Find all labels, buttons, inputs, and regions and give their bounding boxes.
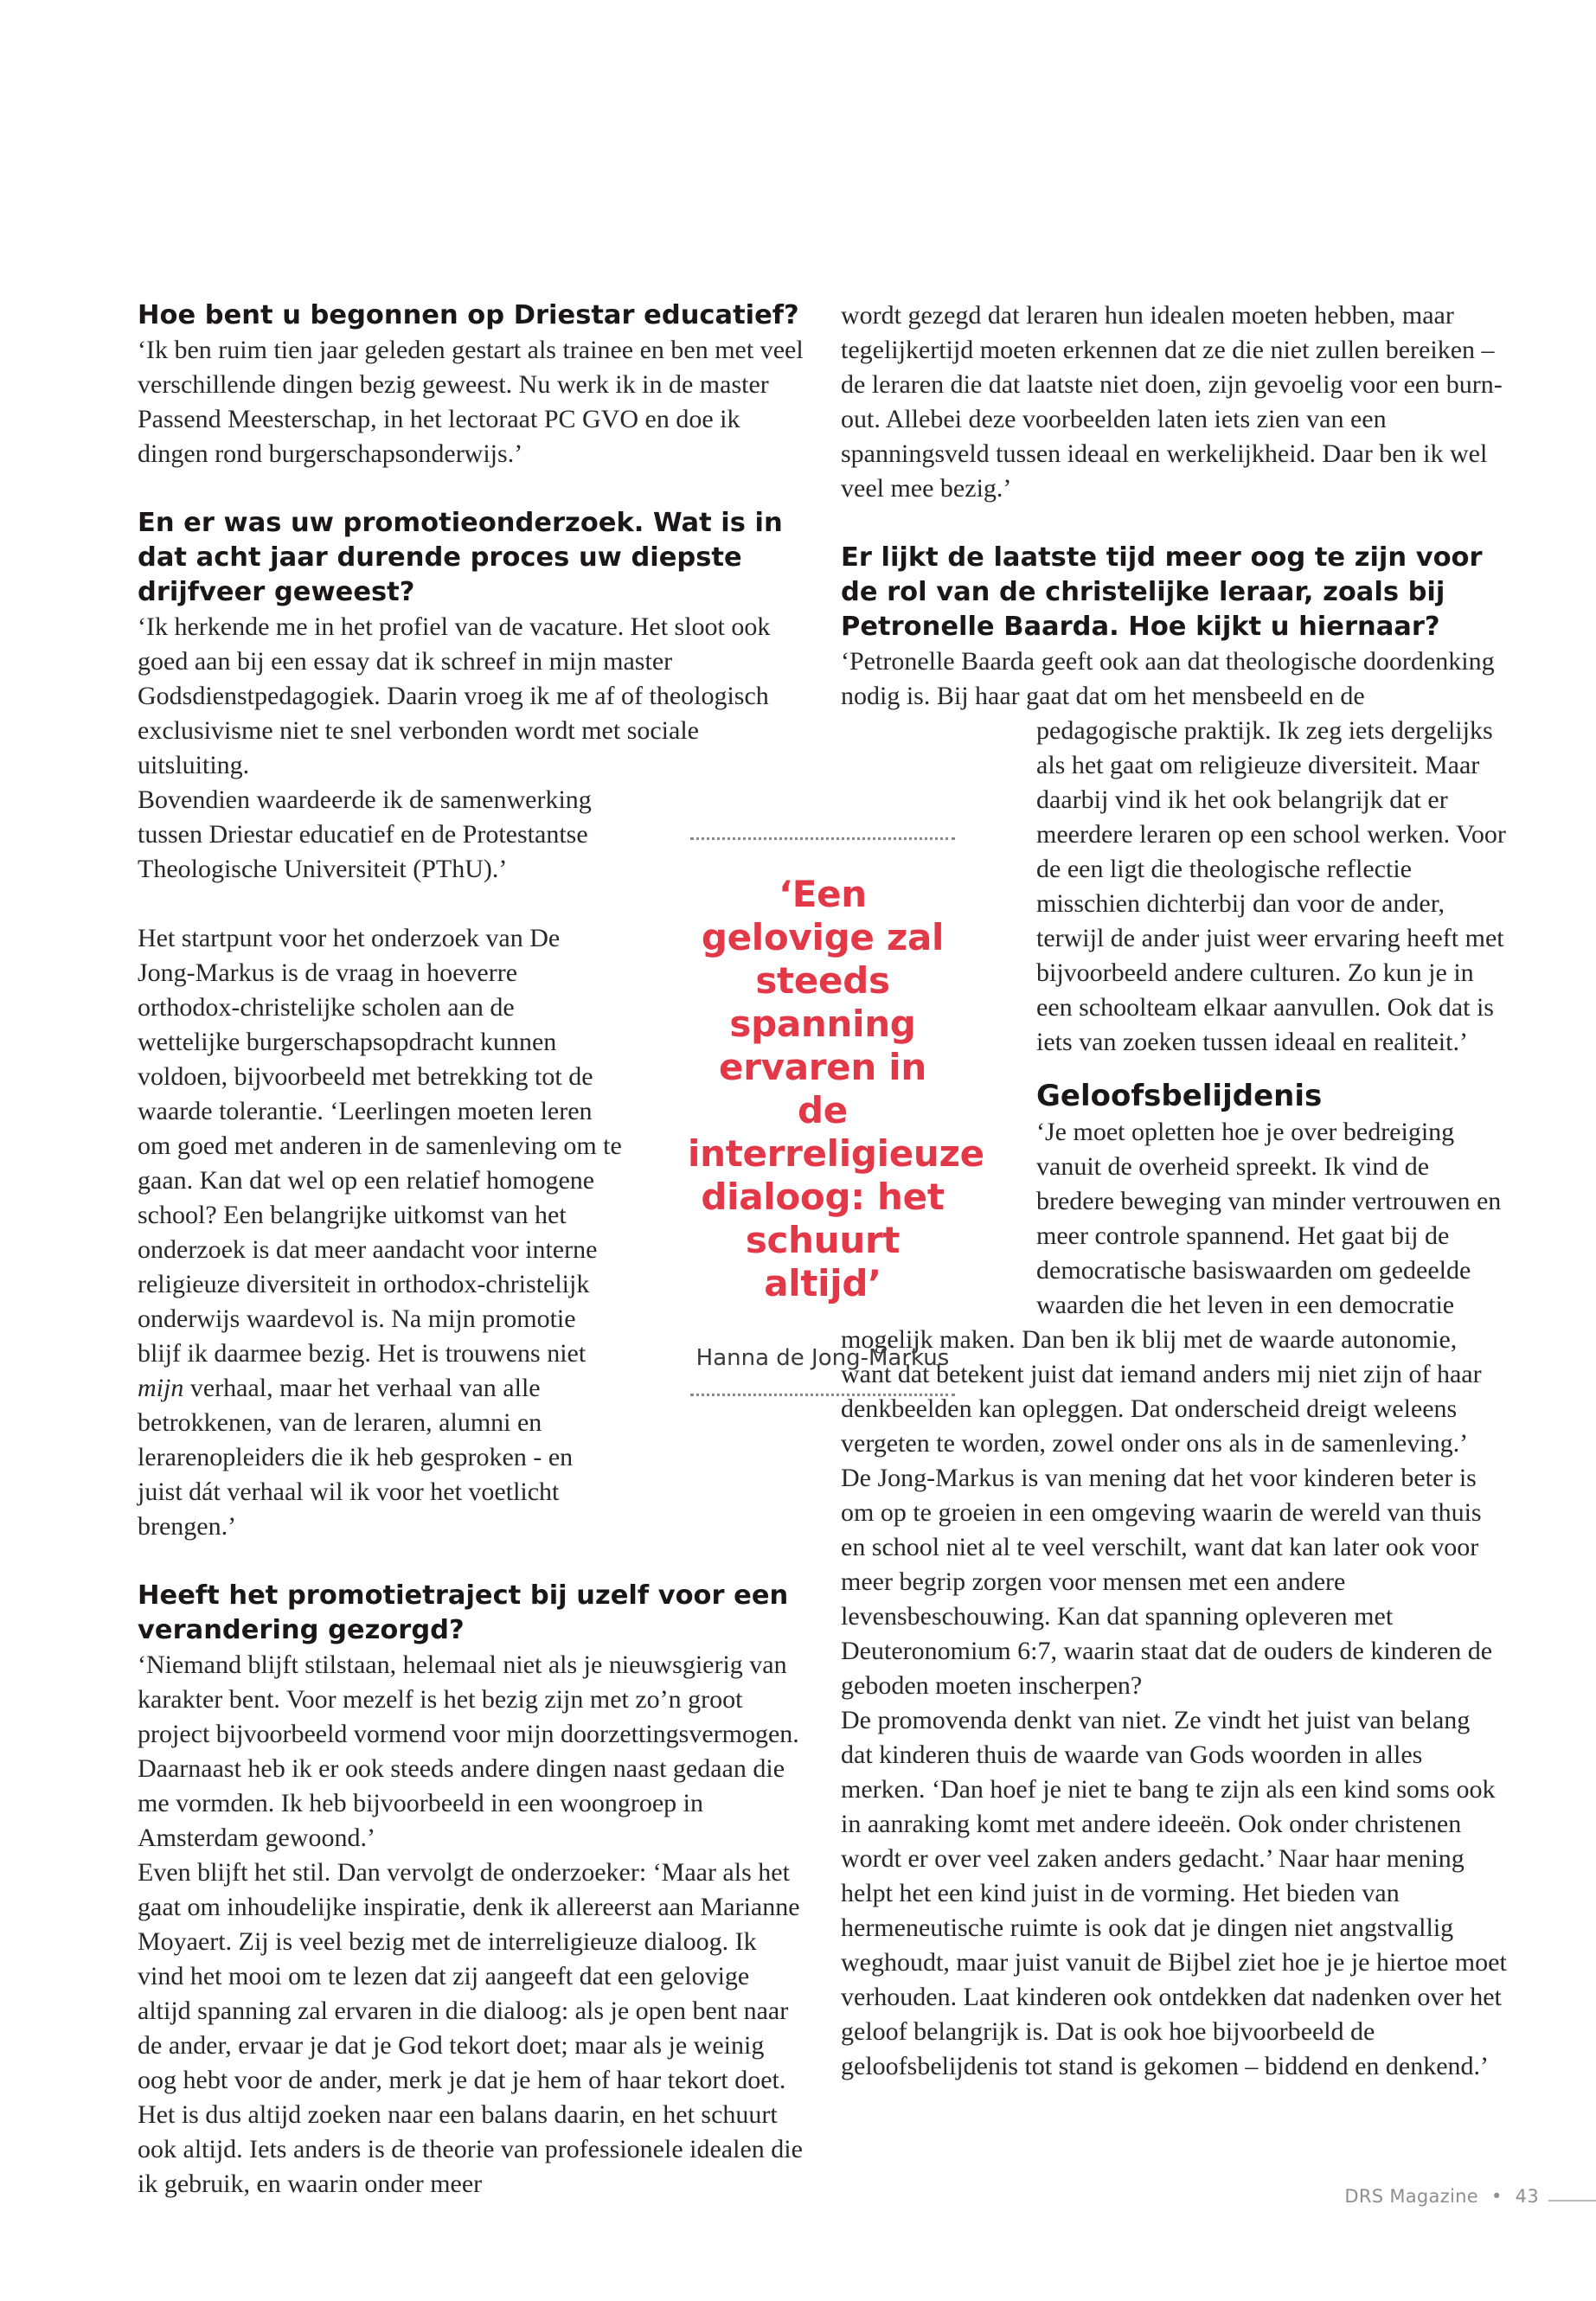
pull-quote	[688, 822, 984, 1412]
page-footer	[1344, 2186, 1539, 2207]
research-start-paragraph	[138, 921, 622, 1544]
section-heading-geloofsbelijdenis: Geloofsbelijdenis	[1036, 1079, 1323, 1113]
answer-inspiration: Even blijft het stil. Dan vervolgt de onderzoeker: ‘Maar als het gaat om inhoudelijke inspiratie, denk ik allereerst aan Marianne Moyaert. Zij is veel bezig met de interreligieuze dialoog. Ik vind het mooi om te lezen dat zij aangeeft dat een gelovige altijd spanning zal ervaren in die dialoog: als je open bent naar de ander, ervaar je dat je God tekort doet; maar als je weinig oog hebt voor de ander, merk je dat je hem of haar tekort doet. Het is dus altijd zoeken naar een balans daarin, en het schuurt ook altijd. Iets anders is de theorie van professionele idealen die ik gebruik, en waarin onder meer	[138, 1858, 803, 2198]
page-number: 43	[1515, 2186, 1539, 2207]
research-text-after: verhaal, maar het verhaal van alle betrokkenen, van de leraren, alumni en lerarenopleiders die ik heb gesproken - en juist dát verhaal wil ik voor het voetlicht brengen.’	[138, 1374, 574, 1541]
conclusion-paragraph: De promovenda denkt van niet. Ze vindt het juist van belang dat kinderen thuis de waarde van Gods woorden in alles merken. ‘Dan hoef je niet te bang te zijn als een kind soms ook in aanraking komt met andere ideeën. Ook onder christenen wordt er over veel zaken anders gedacht.’ Naar haar mening helpt het een kind juist in de vorming. Het bieden van hermeneutische ruimte is ook dat je dingen niet angstvallig weghoudt, maar juist vanuit de Bijbel ziet hoe je je hiertoe moet verhouden. Laat kinderen ook ontdekken dat nadenken over het geloof belangrijk is. Dat is ook hoe bijvoorbeeld de geloofsbelijdenis tot stand is gekomen – biddend en denkend.’	[841, 1706, 1507, 2080]
magazine-name: DRS Magazine	[1344, 2186, 1479, 2207]
ideals-paragraph: wordt gezegd dat leraren hun idealen moeten hebben, maar tegelijkertijd moeten erkennen dat ze die niet zullen bereiken – de leraren die dat laatste niet doen, zijn gevoelig voor een burn-out. Allebei deze voorbeelden laten iets zien van een spanningsveld tussen ideaal en werkelijkheid. Daar ben ik wel veel mee bezig.’	[841, 301, 1503, 503]
question-drive: En er was uw promotieonderzoek. Wat is in dat acht jaar durende proces uw diepste drijfveer geweest?	[138, 508, 783, 607]
answer-drive-full: ‘Ik herkende me in het profiel van de vacature. Het sloot ook goed aan bij een essay dat ik schreef in mijn master Godsdienstpedagogiek. Daarin vroeg ik me af of theologisch exclusivisme niet te snel verbonden wordt met sociale uitsluiting.	[138, 612, 771, 779]
footer-separator: •	[1491, 2186, 1503, 2207]
answer-change: ‘Niemand blijft stilstaan, helemaal niet als je nieuwsgierig van karakter bent. Voor mezelf is het bezig zijn met zo’n groot project bijvoorbeeld vormend voor mijn doorzettingsvermogen. Daarnaast heb ik er ook steeds andere dingen naast gedaan die me vormden. Ik heb bijvoorbeeld in een woongroep in Amsterdam gewoond.’	[138, 1650, 799, 1852]
question-change: Heeft het promotietraject bij uzelf voor een verandering gezorgd?	[138, 1580, 789, 1645]
research-emphasis: mijn	[138, 1374, 184, 1402]
question-start: Hoe bent u begonnen op Driestar educatief?	[138, 300, 799, 330]
answer-start: ‘Ik ben ruim tien jaar geleden gestart als trainee en ben met veel verschillende dingen bezig geweest. Nu werk ik in de master Passend Meesterschap, in het lectoraat PC GVO en doe ik dingen rond burgerschapsonderwijs.’	[138, 336, 804, 468]
pull-quote-author: Hanna de Jong-Markus	[695, 1345, 950, 1371]
pull-quote-bottom-rule	[690, 1394, 955, 1396]
pull-quote-top-rule	[690, 837, 955, 840]
confession-narrow: ‘Je moet opletten hoe je over bedreiging vanuit de overheid spreekt. Ik vind de bredere beweging van minder vertrouwen en meer controle spannend. Het gaat bij de democratische basiswaarden om gedeelde waarden die het leven in een democratie	[1036, 1118, 1502, 1319]
footer-rule	[1548, 2200, 1596, 2202]
answer-teacher-role-narrow: pedagogische praktijk. Ik zeg iets dergelijks als het gaat om religieuze diversiteit. Maar daarbij vind ik het ook belangrijk dat er meerdere leraren op een school werken. Voor de een ligt die theologische reflectie misschien dichterbij dan voor de ander, terwijl de ander juist weer ervaring heeft met bijvoorbeeld andere culturen. Zo kun je in een schoolteam elkaar aanvullen. Ook dat is iets van zoeken tussen ideaal en realiteit.’	[1036, 716, 1506, 1056]
question-teacher-role: Er lijkt de laatste tijd meer oog te zijn voor de rol van de christelijke leraar, zoals bij Petronelle Baarda. Hoe kijkt u hiernaar?	[841, 542, 1483, 642]
opinion-paragraph: De Jong-Markus is van mening dat het voor kinderen beter is om op te groeien in een omgeving waarin de wereld van thuis en school niet al te veel verschilt, want dat kan later ook voor meer begrip zorgen voor mensen met een andere levensbeschouwing. Kan dat spanning opleveren met Deuteronomium 6:7, waarin staat dat de ouders de kinderen de geboden moeten inscherpen?	[841, 1464, 1493, 1700]
pull-quote-text: ‘Een gelovige zal steeds spanning ervaren in de interreligieuze dialoog: het schuurt altijd’	[688, 873, 984, 1304]
research-text-before: Het startpunt voor het onderzoek van De Jong-Markus is de vraag in hoeverre orthodox-christelijke scholen aan de wettelijke burgerschapsopdracht kunnen voldoen, bijvoorbeeld met betrekking tot de waarde tolerantie. ‘Leerlingen moeten leren om goed met anderen in de samenleving om te gaan. Kan dat wel op een relatief homogene school? Een belangrijke uitkomst van het onderzoek is dat meer aandacht voor interne religieuze diversiteit in orthodox-christelijk onderwijs waardevol is. Na mijn promotie blijf ik daarmee bezig. Het is trouwens niet	[138, 924, 622, 1368]
answer-teacher-role-full: ‘Petronelle Baarda geeft ook aan dat theologische doordenking nodig is. Bij haar gaat dat om het mensbeeld en de	[841, 647, 1495, 710]
confession-full: mogelijk maken. Dan ben ik blij met de waarde autonomie, want dat betekent juist dat iemand anders mij niet zijn of haar denkbeelden kan opleggen. Dat onderscheid dreigt weleens vergeten te worden, zowel onder ons als in de samenleving.’	[841, 1325, 1482, 1458]
answer-drive-narrow: Bovendien waardeerde ik de samenwerking tussen Driestar educatief en de Protestantse Theologische Universiteit (PThU).’	[138, 785, 592, 883]
